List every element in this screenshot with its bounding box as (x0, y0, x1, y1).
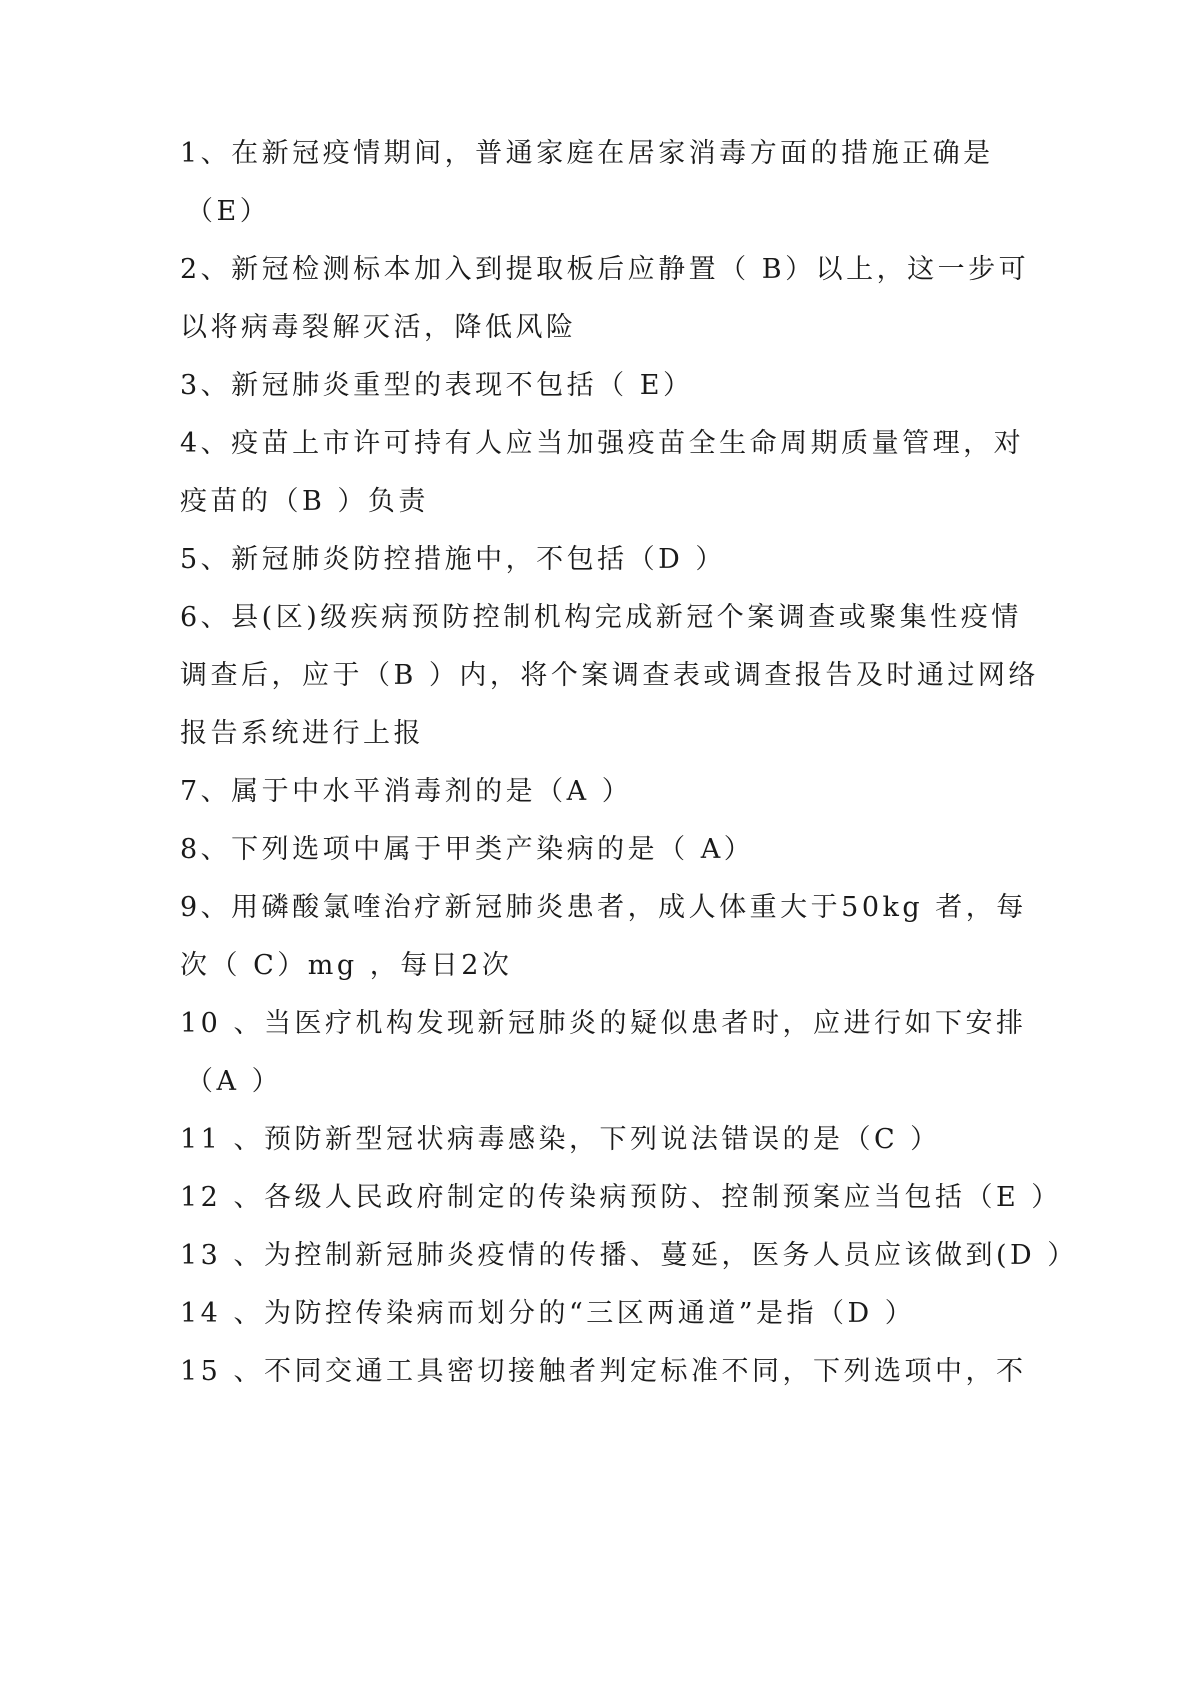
question-9-line-1: 9、用磷酸氯喹治疗新冠肺炎患者，成人体重大于50kg 者，每 (180, 892, 1027, 923)
question-2-line-2: 以将病毒裂解灭活，降低风险 (180, 312, 577, 343)
question-9-line-2: 次（ C）mg ，每日2次 (180, 950, 513, 981)
question-3-line-1: 3、新冠肺炎重型的表现不包括（ E） (180, 370, 694, 401)
question-6-line-3: 报告系统进行上报 (180, 718, 424, 749)
question-12-line-1: 12 、各级人民政府制定的传染病预防、控制预案应当包括（E ） (180, 1182, 1062, 1213)
question-14-line-1: 14 、为防控传染病而划分的“三区两通道”是指（D ） (180, 1298, 916, 1329)
question-4-line-2: 疫苗的（B ）负责 (180, 486, 429, 517)
question-8-line-1: 8、下列选项中属于甲类产染病的是（ A） (180, 834, 755, 865)
question-10-line-1: 10 、当医疗机构发现新冠肺炎的疑似患者时，应进行如下安排 (180, 1008, 1027, 1039)
question-6-line-1: 6、县(区)级疾病预防控制机构完成新冠个案调查或聚集性疫情 (180, 602, 1022, 633)
question-10-line-2: （A ） (186, 1066, 283, 1097)
question-15-line-1: 15 、不同交通工具密切接触者判定标准不同，下列选项中，不 (180, 1356, 1027, 1387)
question-6-line-2: 调查后，应于（B ）内，将个案调查表或调查报告及时通过网络 (180, 660, 1039, 691)
question-2-line-1: 2、新冠检测标本加入到提取板后应静置（ B）以上，这一步可 (180, 254, 1030, 285)
question-11-line-1: 11 、预防新型冠状病毒感染，下列说法错误的是（C ） (180, 1124, 941, 1155)
question-1-line-2: （E） (186, 196, 271, 227)
question-1-line-1: 1、在新冠疫情期间，普通家庭在居家消毒方面的措施正确是 (180, 138, 994, 169)
question-7-line-1: 7、属于中水平消毒剂的是（A ） (180, 776, 633, 807)
question-4-line-1: 4、疫苗上市许可持有人应当加强疫苗全生命周期质量管理，对 (180, 428, 1025, 459)
question-13-line-1: 13 、为控制新冠肺炎疫情的传播、蔓延，医务人员应该做到(D ） (180, 1240, 1078, 1271)
question-5-line-1: 5、新冠肺炎防控措施中，不包括（D ） (180, 544, 726, 575)
